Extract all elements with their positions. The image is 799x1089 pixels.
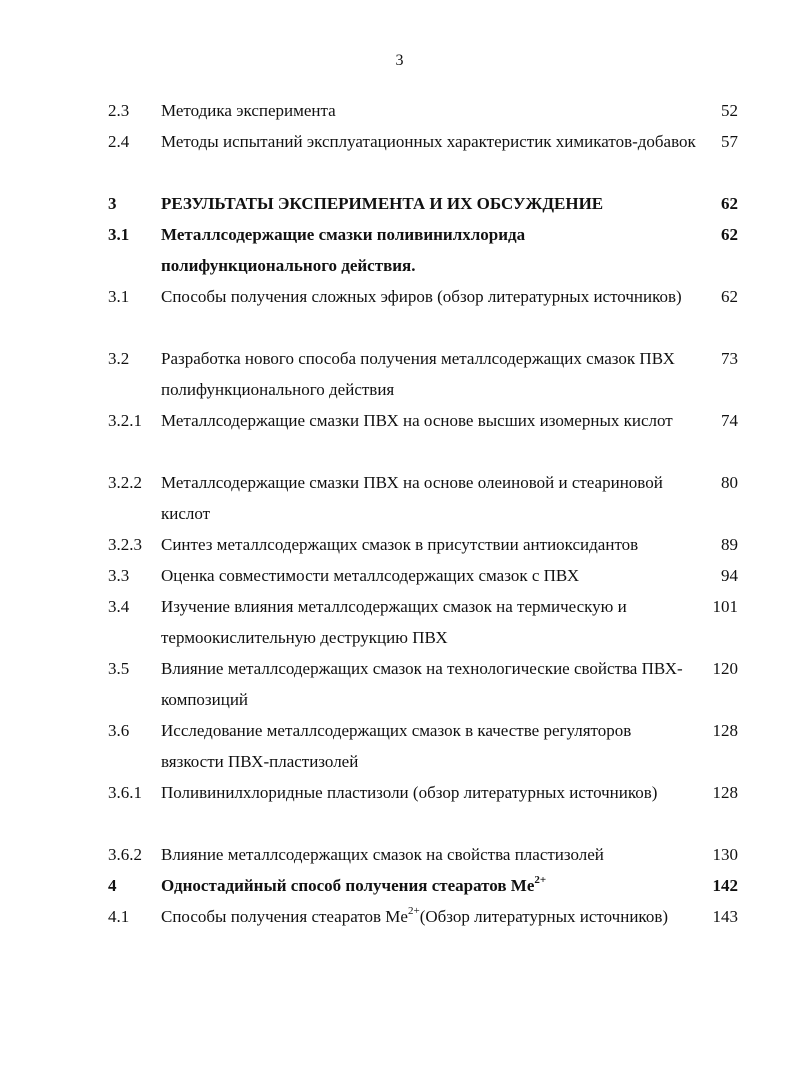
entry-page: 128 <box>712 721 738 740</box>
entry-page: 94 <box>721 566 738 585</box>
entry-title: Исследование металлсодержащих смазок в качестве регуляторов вязкости ПВХ-пластизолей <box>161 721 632 771</box>
entry-title: Металлсодержащие смазки ПВХ на основе высших изомерных кислот <box>161 411 673 430</box>
entry-title: Влияние металлсодержащих смазок на технологические свойства ПВХ-композиций <box>161 659 683 709</box>
page-number: 3 <box>395 52 404 69</box>
entry-title: Оценка совместимости металлсодержащих смазок с ПВХ <box>161 566 580 585</box>
entry-number: 3.2.3 <box>108 535 142 554</box>
entry-page: 73 <box>721 349 738 368</box>
charge-superscript: 2+ <box>534 874 547 887</box>
entry-page: 128 <box>712 783 738 802</box>
entry-page: 101 <box>712 597 738 616</box>
entry-title: Синтез металлсодержащих смазок в присутствии антиоксидантов <box>161 535 639 554</box>
entry-title <box>161 870 696 901</box>
entry-number: 3.2.1 <box>108 411 142 430</box>
entry-number: 3.6 <box>108 721 130 740</box>
entry-number: 3.6.1 <box>108 783 142 802</box>
entry-title-text: Одностадийный способ получения стеаратов Me <box>161 876 535 895</box>
entry-page: 89 <box>721 535 738 554</box>
entry-page: 142 <box>712 876 738 895</box>
entry-title: Методы испытаний эксплуатационных характеристик химикатов-добавок <box>161 132 696 151</box>
entry-title <box>161 901 696 932</box>
entry-page: 130 <box>712 845 738 864</box>
entry-title: Разработка нового способа получения металлсодержащих смазок ПВХ полифункционального действия <box>161 349 675 399</box>
entry-page: 80 <box>721 473 738 492</box>
entry-number: 2.4 <box>108 132 130 151</box>
entry-number: 2.3 <box>108 101 130 120</box>
entry-number: 3.1 <box>108 225 130 244</box>
entry-number: 3.4 <box>108 597 130 616</box>
entry-title: Влияние металлсодержащих смазок на свойства пластизолей <box>161 845 604 864</box>
entry-title: Металлсодержащие смазки ПВХ на основе олеиновой и стеариновой кислот <box>161 473 663 523</box>
entry-page: 74 <box>721 411 738 430</box>
entry-page: 57 <box>721 132 738 151</box>
entry-title: РЕЗУЛЬТАТЫ ЭКСПЕРИМЕНТА И ИХ ОБСУЖДЕНИЕ <box>161 194 604 213</box>
entry-page: 120 <box>712 659 738 678</box>
entry-title: Поливинилхлоридные пластизоли (обзор литературных источников) <box>161 783 658 802</box>
entry-number: 3.5 <box>108 659 130 678</box>
entry-number: 3.3 <box>108 566 130 585</box>
entry-number: 4.1 <box>108 907 130 926</box>
entry-title: Металлсодержащие смазки поливинилхлорида полифункционального действия. <box>161 225 526 275</box>
entry-page: 52 <box>721 101 738 120</box>
entry-title-tail: (Обзор литературных источников) <box>419 907 669 926</box>
entry-page: 62 <box>721 194 738 213</box>
entry-number: 4 <box>108 876 117 895</box>
entry-number: 3.2 <box>108 349 130 368</box>
entry-number: 3.1 <box>108 287 130 306</box>
entry-page: 143 <box>712 907 738 926</box>
entry-number: 3 <box>108 194 117 213</box>
entry-page: 62 <box>721 225 738 244</box>
entry-number: 3.6.2 <box>108 845 142 864</box>
entry-page: 62 <box>721 287 738 306</box>
entry-title: Изучение влияния металлсодержащих смазок на термическую и термоокислительную деструкцию ПВХ <box>161 597 627 647</box>
entry-title-text: Способы получения стеаратов Me <box>161 907 408 926</box>
entry-number: 3.2.2 <box>108 473 142 492</box>
entry-title: Способы получения сложных эфиров (обзор литературных источников) <box>161 287 682 306</box>
charge-superscript: 2+ <box>407 905 420 918</box>
entry-title: Методика эксперимента <box>161 101 336 120</box>
